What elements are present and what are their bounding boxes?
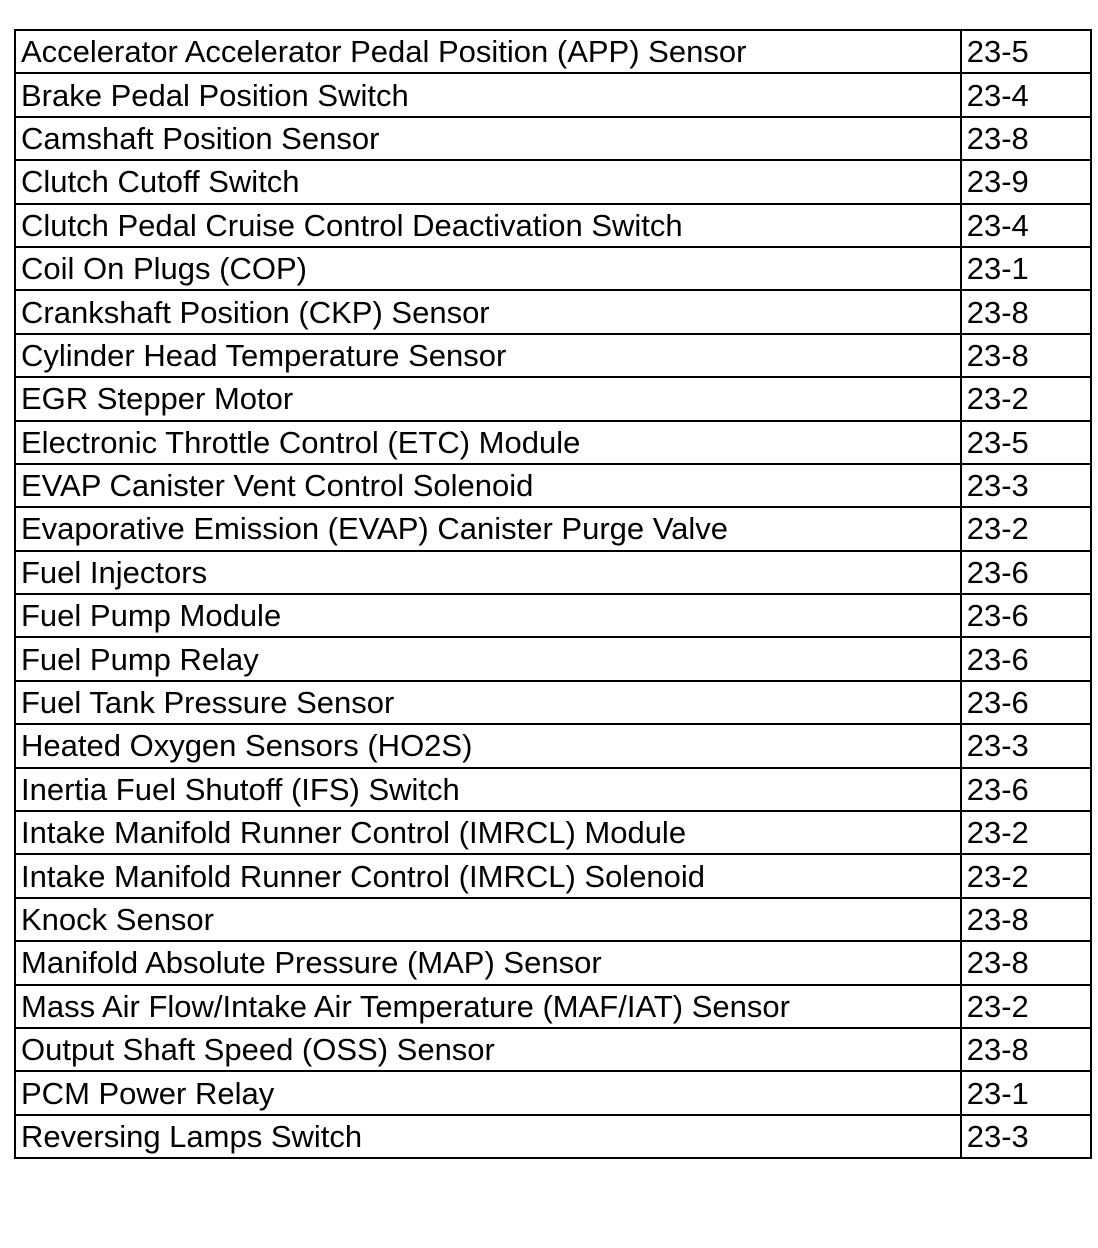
page-reference-cell: 23-2	[961, 811, 1091, 854]
table-row	[15, 637, 1091, 680]
component-name-cell: Camshaft Position Sensor	[15, 117, 961, 160]
table-row	[15, 73, 1091, 116]
page-reference-cell: 23-8	[961, 941, 1091, 984]
page-reference-cell: 23-2	[961, 985, 1091, 1028]
component-name-cell: Fuel Injectors	[15, 551, 961, 594]
component-name-cell: Heated Oxygen Sensors (HO2S)	[15, 724, 961, 767]
component-name-cell: Electronic Throttle Control (ETC) Module	[15, 421, 961, 464]
table-row	[15, 334, 1091, 377]
page-reference-cell: 23-1	[961, 247, 1091, 290]
page-reference-cell: 23-3	[961, 1115, 1091, 1158]
component-name-cell: Crankshaft Position (CKP) Sensor	[15, 290, 961, 333]
table-row	[15, 117, 1091, 160]
page-reference-cell: 23-8	[961, 898, 1091, 941]
table-row	[15, 681, 1091, 724]
table-row	[15, 551, 1091, 594]
table-row	[15, 204, 1091, 247]
table-row	[15, 941, 1091, 984]
component-name-cell: EVAP Canister Vent Control Solenoid	[15, 464, 961, 507]
table-body	[15, 30, 1091, 1158]
page-reference-cell: 23-3	[961, 724, 1091, 767]
page-reference-cell: 23-3	[961, 464, 1091, 507]
component-name-cell: Intake Manifold Runner Control (IMRCL) Module	[15, 811, 961, 854]
page-reference-cell: 23-8	[961, 290, 1091, 333]
component-name-cell: Output Shaft Speed (OSS) Sensor	[15, 1028, 961, 1071]
page-reference-cell: 23-8	[961, 334, 1091, 377]
page-reference-cell: 23-4	[961, 73, 1091, 116]
component-name-cell: Fuel Pump Relay	[15, 637, 961, 680]
table-row	[15, 421, 1091, 464]
table-row	[15, 30, 1091, 73]
table-row	[15, 1028, 1091, 1071]
table-row	[15, 377, 1091, 420]
page-reference-cell: 23-2	[961, 854, 1091, 897]
page-reference-cell: 23-8	[961, 1028, 1091, 1071]
component-name-cell: Inertia Fuel Shutoff (IFS) Switch	[15, 768, 961, 811]
table-row	[15, 247, 1091, 290]
component-name-cell: EGR Stepper Motor	[15, 377, 961, 420]
table-row	[15, 1115, 1091, 1158]
page-reference-cell: 23-6	[961, 637, 1091, 680]
table-row	[15, 985, 1091, 1028]
component-location-table-container	[14, 29, 1092, 1159]
table-row	[15, 507, 1091, 550]
component-name-cell: Coil On Plugs (COP)	[15, 247, 961, 290]
page-reference-cell: 23-5	[961, 30, 1091, 73]
table-row	[15, 898, 1091, 941]
component-name-cell: Clutch Pedal Cruise Control Deactivation Switch	[15, 204, 961, 247]
table-row	[15, 160, 1091, 203]
table-row	[15, 768, 1091, 811]
component-name-cell: Fuel Pump Module	[15, 594, 961, 637]
page-reference-cell: 23-2	[961, 507, 1091, 550]
component-name-cell: PCM Power Relay	[15, 1071, 961, 1114]
component-name-cell: Clutch Cutoff Switch	[15, 160, 961, 203]
table-row	[15, 464, 1091, 507]
page-reference-cell: 23-9	[961, 160, 1091, 203]
page-reference-cell: 23-5	[961, 421, 1091, 464]
page-reference-cell: 23-6	[961, 768, 1091, 811]
component-location-table	[14, 29, 1092, 1159]
table-row	[15, 290, 1091, 333]
component-name-cell: Fuel Tank Pressure Sensor	[15, 681, 961, 724]
component-name-cell: Manifold Absolute Pressure (MAP) Sensor	[15, 941, 961, 984]
table-row	[15, 854, 1091, 897]
page-reference-cell: 23-1	[961, 1071, 1091, 1114]
component-name-cell: Evaporative Emission (EVAP) Canister Purge Valve	[15, 507, 961, 550]
page-reference-cell: 23-6	[961, 681, 1091, 724]
page-reference-cell: 23-6	[961, 594, 1091, 637]
component-name-cell: Brake Pedal Position Switch	[15, 73, 961, 116]
component-name-cell: Intake Manifold Runner Control (IMRCL) Solenoid	[15, 854, 961, 897]
page-reference-cell: 23-6	[961, 551, 1091, 594]
table-row	[15, 594, 1091, 637]
component-name-cell: Knock Sensor	[15, 898, 961, 941]
table-row	[15, 724, 1091, 767]
table-row	[15, 1071, 1091, 1114]
page-reference-cell: 23-2	[961, 377, 1091, 420]
component-name-cell: Cylinder Head Temperature Sensor	[15, 334, 961, 377]
page-reference-cell: 23-4	[961, 204, 1091, 247]
table-row	[15, 811, 1091, 854]
component-name-cell: Accelerator Accelerator Pedal Position (APP) Sensor	[15, 30, 961, 73]
page-reference-cell: 23-8	[961, 117, 1091, 160]
component-name-cell: Mass Air Flow/Intake Air Temperature (MAF/IAT) Sensor	[15, 985, 961, 1028]
component-name-cell: Reversing Lamps Switch	[15, 1115, 961, 1158]
